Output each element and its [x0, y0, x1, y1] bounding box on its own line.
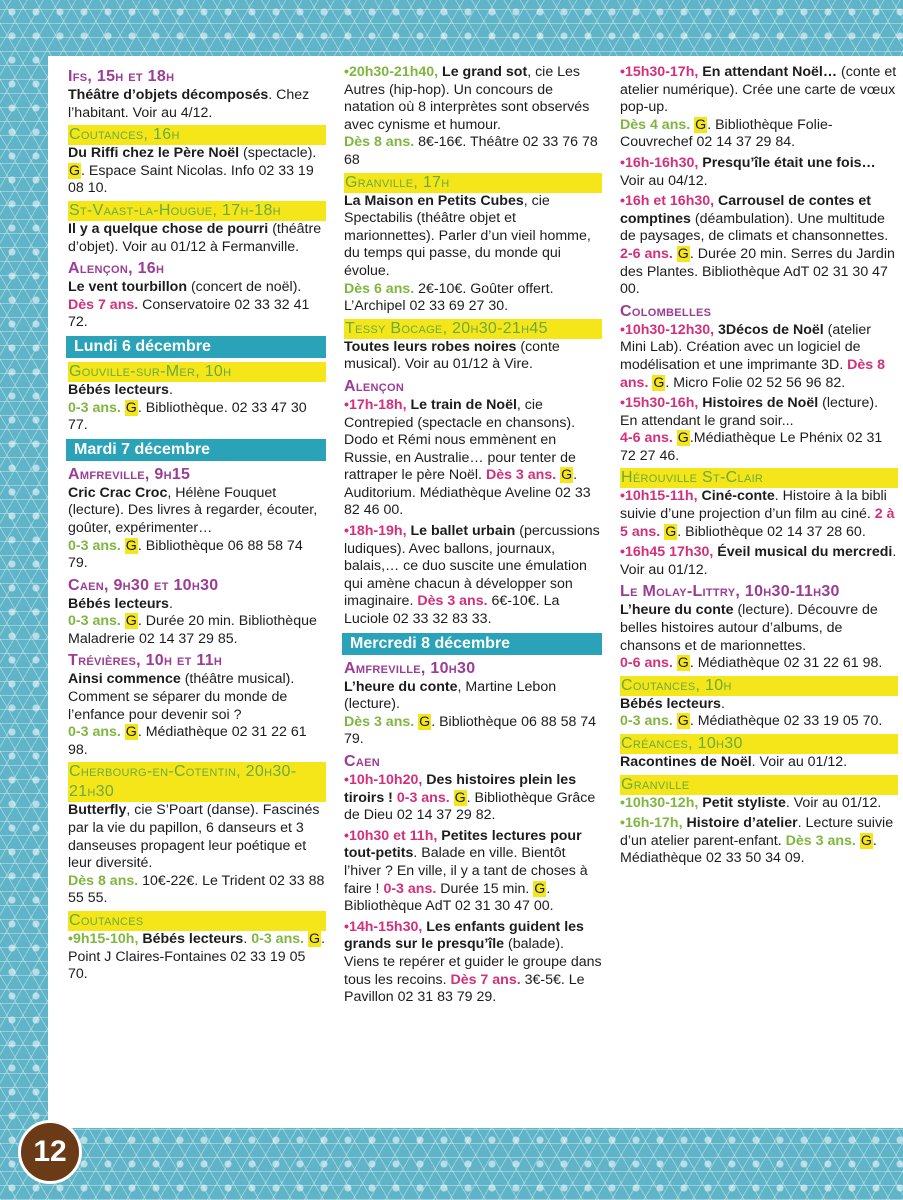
age-label: 0-3 ans.: [251, 931, 305, 947]
event-details: (concert de noël).: [187, 279, 302, 296]
event-time: •10h15-11h,: [620, 488, 698, 505]
event-time: •10h30 et 11h,: [344, 827, 438, 844]
column-2: [344, 64, 602, 1010]
event-entry: [344, 523, 602, 629]
event-details: 2€-10€. Goûter offert. L’Archipel 02 33 69 27 30.: [344, 280, 554, 315]
event-details: . Point J Claires-Fontaines 02 33 19 05 70.: [68, 931, 326, 983]
event-title: Bébés lecteurs: [620, 695, 721, 712]
age-label: Dès 4 ans.: [620, 116, 691, 133]
event-details: , cie Contrepied (spectacle en chansons). Dodo et Rémi nous emmènent en Russie, en Australie… pour tenter de rattraper le père Noël.: [344, 396, 576, 484]
age-label: 0-6 ans.: [620, 655, 673, 672]
event-entry: [620, 815, 898, 868]
event-details: . Bibliothèque Folie-Couvrechef 02 14 37 29 84.: [620, 116, 833, 151]
event-title: Petites lectures pour tout-petits: [344, 827, 582, 862]
event-title: Le ballet urbain: [410, 523, 516, 540]
event-time: •14h-15h30,: [344, 918, 423, 935]
event-time: •10h30-12h30,: [620, 321, 715, 338]
event-details: . Auditorium. Médiathèque Aveline 02 33 82 46 00.: [344, 467, 591, 519]
event-entry: [620, 795, 898, 813]
event-details: (balade). Viens te repérer et guider le groupe dans tous les recoins.: [344, 936, 602, 988]
free-badge: G: [125, 613, 137, 630]
free-badge: G: [454, 789, 466, 806]
event-time: •16h-17h,: [620, 815, 683, 832]
event-heading: Hérouville St-Clair: [620, 468, 898, 488]
event-heading: St-Vaast-la-Hougue, 17h-18h: [68, 201, 326, 221]
event-entry: [344, 64, 602, 170]
day-banner: Mercredi 8 décembre: [342, 633, 602, 655]
event-details: . Micro Folie 02 52 56 96 82.: [665, 374, 846, 391]
event-entry: [620, 193, 898, 299]
event-details: (lecture). Découvre de belles histoires autour d’albums, de chansons et de marionnettes.: [620, 602, 878, 654]
free-badge: G: [534, 880, 546, 897]
event-entry: [620, 322, 898, 392]
age-label: Dès 3 ans.: [417, 593, 488, 610]
age-label: Dès 8 ans.: [68, 872, 139, 889]
event-entry: [620, 754, 898, 772]
event-details: . Lecture suivie d’un atelier parent-enfant.: [620, 815, 894, 849]
event-heading: Granville: [620, 775, 898, 795]
event-entry: [620, 488, 898, 541]
event-entry: [344, 339, 602, 374]
event-heading: Ifs, 15h et 18h: [68, 68, 175, 85]
event-heading: Trévières, 10h et 11h: [68, 652, 223, 670]
event-entry: [344, 193, 602, 316]
event-entry: [620, 395, 898, 465]
event-details: . Voir au 01/12.: [620, 544, 897, 578]
age-label: 2 à 5 ans.: [620, 506, 895, 540]
age-label: Dès 7 ans.: [450, 971, 521, 988]
event-details: (conte musical). Voir au 01/12 à Vire.: [344, 338, 560, 373]
age-label: Dès 8 ans.: [620, 356, 885, 391]
free-badge: G: [419, 713, 431, 730]
event-details: . Histoire à la bibli suivie d’une projection d’un film au ciné.: [620, 488, 887, 523]
event-details: . Médiathèque 02 33 19 05 70.: [689, 713, 883, 730]
event-entry: [344, 397, 602, 520]
column-3: [620, 64, 898, 871]
event-details: , cie S’Poart (danse). Fascinés par la vie du papillon, 6 danseurs et 3 danseuses propagent leur poétique et leur diversité.: [68, 802, 320, 872]
event-entry: [620, 602, 898, 672]
event-details: . Bibliothèque AdT 02 31 30 47 00.: [344, 880, 554, 915]
event-title: 3Décos de Noël: [718, 321, 824, 338]
event-time: •15h30-16h,: [620, 395, 699, 412]
event-details: . Voir au 01/12.: [751, 754, 848, 770]
event-details: . Bibliothèque Grâce de Dieu 02 14 37 29 82.: [344, 789, 596, 824]
event-title: Le train de Noël: [410, 396, 517, 413]
age-label: 0-3 ans.: [396, 789, 450, 806]
event-entry: [68, 87, 326, 122]
event-entry: [620, 155, 898, 190]
event-entry: [344, 919, 602, 1007]
event-entry: [620, 544, 898, 579]
event-heading: Amfreville, 10h30: [344, 659, 476, 677]
event-details: .Médiathèque Le Phénix 02 31 72 27 46.: [620, 430, 883, 464]
event-entry: [68, 279, 326, 332]
event-entry: [68, 145, 326, 198]
event-title: L’heure du conte: [344, 678, 458, 695]
event-entry: [68, 485, 326, 573]
age-label: 2-6 ans.: [620, 245, 673, 262]
free-badge: G: [309, 931, 321, 947]
event-entry: [68, 221, 326, 256]
event-title: En attendant Noël…: [702, 64, 838, 80]
event-details: . Bibliothèque 02 14 37 28 60.: [677, 523, 866, 540]
event-details: (lecture). En attendant le grand soir...: [620, 395, 879, 429]
event-heading: Alençon, 16h: [68, 260, 165, 278]
event-time: •10h-10h20,: [344, 772, 423, 788]
event-details: . Voir au 01/12.: [785, 794, 882, 811]
event-details: . Durée 20 min. Serres du Jardin des Plantes. Bibliothèque AdT 02 31 30 47 00.: [620, 245, 895, 298]
age-label: Dès 7 ans.: [68, 296, 139, 313]
event-title: Bébés lecteurs: [68, 381, 169, 398]
free-badge: G: [125, 724, 137, 741]
age-label: 0-3 ans.: [68, 724, 121, 741]
event-details: , cie Spectabilis (théâtre objet et marionnettes). Parler d’un vieil homme, du temps qui passe, du monde qui évolue.: [344, 192, 591, 279]
event-heading: Coutances, 10h: [620, 676, 898, 696]
event-entry: [344, 828, 602, 916]
event-time: •16h et 16h30,: [620, 193, 715, 210]
event-title: Des histoires plein les tiroirs !: [344, 772, 577, 806]
event-entry: [620, 64, 898, 152]
event-details: 3€-5€. Le Pavillon 02 31 83 79 29.: [344, 971, 585, 1006]
event-title: La Maison en Petits Cubes: [344, 192, 524, 209]
event-heading: Alençon: [344, 377, 405, 395]
event-title: Petit styliste: [702, 794, 786, 811]
free-badge: G: [860, 832, 872, 849]
age-label: Dès 8 ans.: [344, 134, 415, 151]
event-details: . Bibliothèque 06 88 58 74 79.: [344, 713, 597, 748]
page-number: 12: [18, 1120, 82, 1184]
event-time: •16h45 17h30,: [620, 544, 714, 561]
free-badge: G: [561, 467, 573, 484]
event-details: . Médiathèque 02 31 22 61 98.: [68, 724, 307, 758]
event-details: . Durée 20 min. Bibliothèque Maladrerie 02 14 37 29 85.: [68, 613, 317, 647]
event-title: L’heure du conte: [620, 602, 734, 619]
event-entry: [344, 679, 602, 749]
age-label: Dès 3 ans.: [344, 713, 415, 730]
event-time: •17h-18h,: [344, 396, 407, 413]
event-heading: Coutances, 16h: [68, 125, 326, 145]
event-time: •10h30-12h,: [620, 794, 699, 811]
event-time: •18h-19h,: [344, 523, 407, 540]
day-banner: Mardi 7 décembre: [66, 439, 326, 461]
event-heading: Cherbourg-en-Cotentin, 20h30-21h30: [68, 762, 326, 802]
event-details: (conte et atelier numérique). Crée une carte de vœux pop-up.: [620, 64, 897, 116]
event-details: .: [720, 695, 725, 712]
event-details: . Médiathèque 02 33 50 34 09.: [620, 832, 877, 867]
event-entry: [68, 931, 326, 984]
event-details: Voir au 04/12.: [620, 172, 708, 189]
event-entry: [68, 596, 326, 649]
day-banner: Lundi 6 décembre: [66, 336, 326, 358]
event-heading: Amfreville, 9h15: [68, 465, 191, 483]
event-details: (déambulation). Une multitude de paysages, de climats et chansonnettes.: [620, 210, 889, 245]
event-heading: Le Molay-Littry, 10h30-11h30: [620, 583, 840, 601]
event-heading: Créances, 10h30: [620, 734, 898, 754]
free-badge: G: [653, 374, 665, 391]
free-badge: G: [677, 713, 689, 730]
event-heading: Coutances: [68, 911, 326, 931]
event-title: Carrousel de contes et comptines: [620, 193, 872, 227]
age-label: Dès 3 ans.: [485, 467, 557, 484]
age-label: 0-3 ans.: [68, 399, 121, 416]
age-label: 4-6 ans.: [620, 430, 673, 447]
event-title: Le grand sot: [442, 64, 528, 80]
event-details: . Bibliothèque. 02 33 47 30 77.: [68, 399, 307, 434]
event-details: (théâtre d’objet). Voir au 01/12 à Fermanville.: [68, 220, 322, 255]
event-title: Histoires de Noël: [702, 395, 819, 412]
event-title: Racontines de Noël: [620, 754, 752, 770]
age-label: Dès 3 ans.: [785, 832, 856, 849]
event-title: Presqu’île était une fois…: [702, 154, 876, 171]
event-heading: Colombelles: [620, 302, 712, 320]
free-badge: G: [665, 523, 677, 540]
free-badge: G: [677, 245, 689, 262]
event-heading: Tessy Bocage, 20h30-21h45: [344, 319, 602, 339]
event-details: 10€-22€. Le Trident 02 33 88 55 55.: [68, 872, 325, 907]
event-entry: [68, 382, 326, 435]
age-label: 0-3 ans.: [68, 537, 121, 554]
event-title: Du Riffi chez le Père Noël: [68, 145, 240, 162]
event-details: .: [243, 931, 248, 947]
event-title: Ciné-conte: [701, 488, 775, 505]
event-details: . Balade en ville. Bientôt l’hiver ? En ville, il y a tant de choses à faire !: [344, 845, 588, 897]
event-details: , Martine Lebon (lecture).: [344, 678, 557, 713]
event-details: Durée 15 min.: [436, 880, 530, 897]
event-time: •15h30-17h,: [620, 64, 699, 80]
event-title: Éveil musical du mercredi: [717, 544, 893, 561]
free-badge: G: [125, 537, 137, 554]
event-details: 6€-10€. La Luciole 02 33 32 83 33.: [344, 593, 560, 628]
event-time: •20h30-21h40,: [344, 64, 439, 80]
event-heading: Gouville-sur-Mer, 10h: [68, 362, 326, 382]
event-title: Bébés lecteurs: [142, 931, 244, 947]
event-entry: [344, 772, 602, 825]
free-badge: G: [125, 399, 137, 416]
event-time: •16h-16h30,: [620, 154, 699, 171]
event-heading: Caen, 9h30 et 10h30: [68, 576, 219, 594]
event-details: . Espace Saint Nicolas. Info 02 33 19 08 10.: [68, 162, 314, 197]
free-badge: G: [677, 430, 689, 447]
event-entry: [620, 696, 898, 731]
event-title: Butterfly: [68, 802, 127, 819]
event-details: .: [168, 381, 173, 398]
free-badge: G: [677, 655, 689, 672]
event-title: Toutes leurs robes noires: [344, 338, 517, 355]
event-heading: Granville, 17h: [344, 173, 602, 193]
event-title: Le vent tourbillon: [68, 279, 188, 296]
free-badge: G: [69, 162, 81, 179]
event-title: Il y a quelque chose de pourri: [68, 220, 269, 237]
event-details: 8€-16€. Théâtre 02 33 76 78 68: [344, 134, 598, 168]
event-details: , cie Les Autres (hip-hop). Un concours de natation où 8 interprètes sont observés avec cynisme et humour.: [344, 64, 590, 133]
event-title: Cric Crac Croc: [68, 484, 168, 501]
free-badge: G: [695, 116, 707, 133]
event-details: (théâtre musical). Comment se séparer du monde de l’enfance pour devenir soi ?: [68, 671, 295, 723]
event-details: (atelier Mini Lab). Création avec un logiciel de modélisation et une imprimante 3D.: [620, 321, 872, 373]
event-title: Ainsi commence: [68, 671, 181, 688]
event-details: , Hélène Fouquet (lecture). Des livres à regarder, écouter, goûter, expérimenter…: [68, 484, 318, 536]
event-entry: [68, 671, 326, 759]
event-time: •9h15-10h,: [68, 931, 139, 947]
event-title: Théâtre d’objets décomposés: [68, 87, 269, 103]
age-label: 0-3 ans.: [383, 880, 437, 897]
event-details: .: [168, 595, 173, 612]
age-label: 0-3 ans.: [620, 713, 673, 730]
event-details: (percussions ludiques). Avec ballons, journaux, balais,… ce duo suscite une émulation qui amène chacun à développer son imaginaire.: [344, 523, 600, 610]
event-entry: [68, 802, 326, 908]
age-label: 0-3 ans.: [68, 613, 121, 630]
event-details: (spectacle).: [239, 145, 317, 162]
event-details: . Médiathèque 02 31 22 61 98.: [689, 655, 883, 672]
event-title: Histoire d’atelier: [686, 815, 798, 832]
age-label: Dès 6 ans.: [344, 280, 415, 297]
column-1: [68, 64, 326, 987]
event-title: Bébés lecteurs: [68, 595, 169, 612]
event-details: . Chez l’habitant. Voir au 4/12.: [68, 87, 310, 121]
content-panel: [48, 56, 903, 1128]
event-title: Les enfants guident les grands sur le presqu’île: [344, 918, 584, 953]
event-heading: Caen: [344, 753, 380, 770]
event-details: Conservatoire 02 33 32 41 72.: [68, 296, 310, 331]
event-details: . Bibliothèque 06 88 58 74 79.: [68, 537, 303, 572]
